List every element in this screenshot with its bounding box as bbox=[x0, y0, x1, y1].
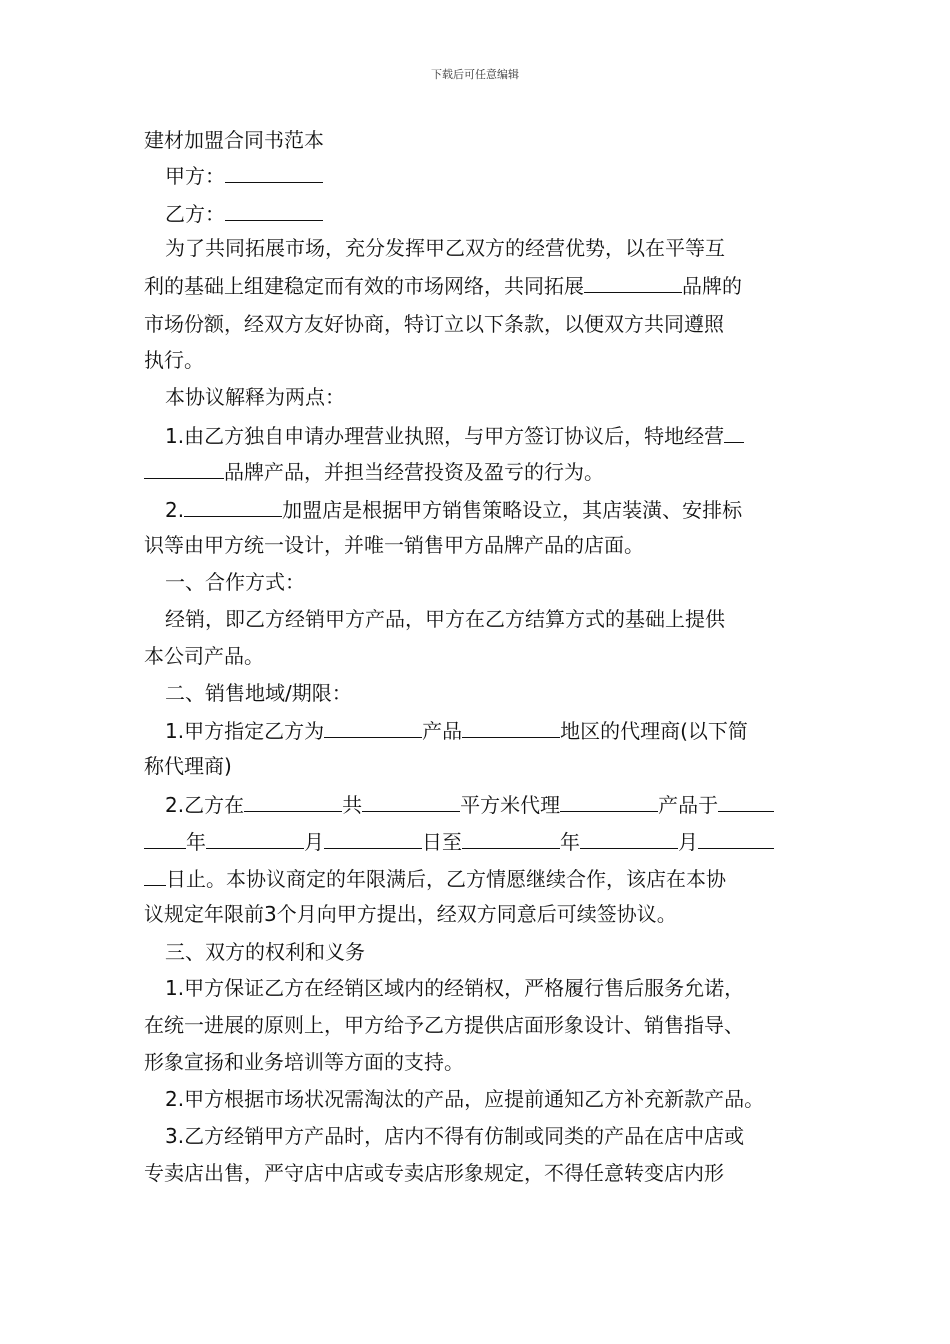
paragraph-line: 专卖店出售，严守店中店或专卖店形象规定，不得任意转变店内形 bbox=[144, 1161, 724, 1185]
paragraph-line: 本协议解释为两点： bbox=[165, 385, 345, 409]
paragraph-line: 品牌产品，并担当经营投资及盈亏的行为。 bbox=[144, 458, 604, 484]
paragraph-line: 3.乙方经销甲方产品时，店内不得有仿制或同类的产品在店中店或 bbox=[165, 1124, 745, 1148]
paragraph-line: 2.甲方根据市场状况需淘汰的产品，应提前通知乙方补充新款产品。 bbox=[165, 1087, 765, 1111]
paragraph-line: 1.由乙方独自申请办理营业执照，与甲方签订协议后，特地经营 bbox=[165, 422, 744, 448]
paragraph-line: 乙方： bbox=[165, 200, 323, 226]
page-header: 下载后可任意编辑 bbox=[431, 68, 519, 81]
paragraph-line: 执行。 bbox=[144, 348, 204, 372]
paragraph-line: 1.甲方保证乙方在经销区域内的经销权，严格履行售后服务允诺， bbox=[165, 976, 745, 1000]
paragraph-line: 本公司产品。 bbox=[144, 644, 264, 668]
paragraph-line: 议规定年限前3个月向甲方提出，经双方同意后可续签协议。 bbox=[144, 902, 677, 926]
paragraph-line: 1.甲方指定乙方为 产品 地区的代理商(以下简 bbox=[165, 719, 748, 743]
paragraph-line: 经销，即乙方经销甲方产品，甲方在乙方结算方式的基础上提供 bbox=[165, 607, 725, 631]
paragraph-line: 利的基础上组建稳定而有效的市场网络，共同拓展 品牌的 bbox=[144, 274, 742, 298]
paragraph-line: 称代理商) bbox=[144, 754, 232, 778]
paragraph-line: 为了共同拓展市场，充分发挥甲乙双方的经营优势，以在平等互 bbox=[165, 236, 725, 260]
section-heading: 三、双方的权利和义务 bbox=[165, 940, 365, 964]
paragraph-line: 2. 加盟店是根据甲方销售策略设立，其店装潢、安排标 bbox=[165, 498, 743, 522]
paragraph-line: 识等由甲方统一设计，并唯一销售甲方品牌产品的店面。 bbox=[144, 533, 644, 557]
paragraph-line: 在统一进展的原则上，甲方给予乙方提供店面形象设计、销售指导、 bbox=[144, 1013, 744, 1037]
section-heading: 一、合作方式： bbox=[165, 570, 305, 594]
paragraph-line: 形象宣扬和业务培训等方面的支持。 bbox=[144, 1050, 464, 1074]
paragraph-line: 日止。本协议商定的年限满后，乙方情愿继续合作，该店在本协 bbox=[144, 865, 726, 891]
paragraph-line: 甲方： bbox=[165, 162, 323, 188]
paragraph-line: 2.乙方在 共 平方米代理 产品于 bbox=[165, 791, 774, 817]
section-heading: 二、销售地域/期限： bbox=[165, 681, 352, 705]
paragraph-line: 市场份额，经双方友好协商，特订立以下条款，以便双方共同遵照 bbox=[144, 312, 724, 336]
document-title: 建材加盟合同书范本 bbox=[144, 128, 324, 152]
paragraph-line: 年 月 日至 年 月 bbox=[144, 828, 774, 854]
